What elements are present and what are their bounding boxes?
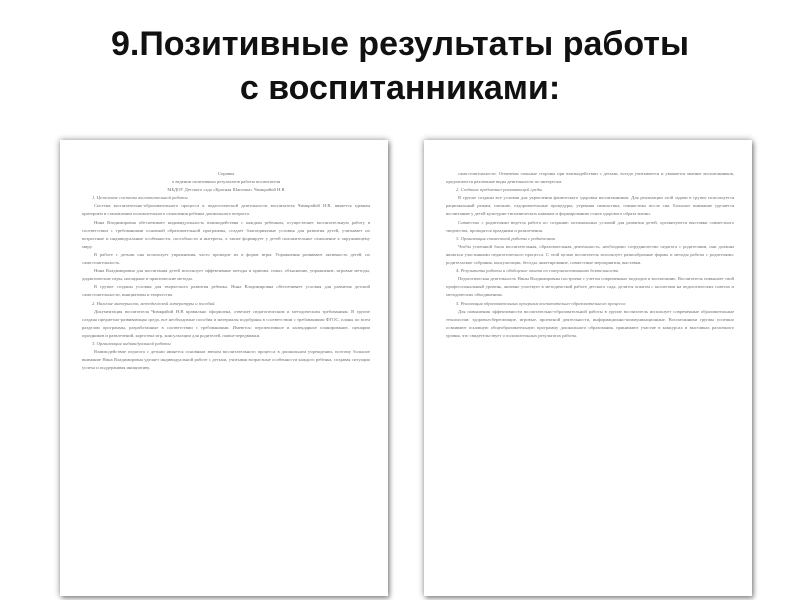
doc-heading: Справка bbox=[217, 171, 235, 176]
doc-section-heading: 4. Результаты работы и обобщение опыта по совершенствованию деятельности bbox=[456, 268, 619, 274]
doc-paragraph: Система воспитательно-образовательного процесса в педагогической деятельности воспитателя Чимкрайой Н.В. является единым критерием в становлении положительного отношения ребенка дошкольного возраста. bbox=[82, 203, 370, 217]
slide-title-line-2: с воспитанниками: bbox=[239, 69, 561, 107]
doc-section-heading: 3. Организация совместной работы с родителями bbox=[456, 235, 556, 241]
doc-subheading: МБДОУ Детского сада «Красная Шапочка» Чимкрайой Н.В bbox=[167, 187, 285, 193]
doc-paragraph: Для повышения эффективности воспитательно-образовательной работы в группе воспитатель использует современные образовательные технологии: здоровьесберегающие, игровые, проектной деятельности, информационно-коммуникационные. Воспитанники группы успешно осваивают основную общеобразовательную программу дошкольного образования, принимают участие в конкурсах и выставках различного уровня, что свидетельствует о положительных результатах работы. bbox=[446, 308, 734, 338]
document-text-right bbox=[446, 170, 734, 588]
slide-title-line-1: 9.Позитивные результаты работы bbox=[111, 25, 689, 63]
doc-section-heading: 2. Создание предметно-развивающей среды bbox=[456, 187, 543, 193]
doc-section-heading: 1. Целостное системы воспитательной работы bbox=[92, 195, 188, 201]
doc-paragraph: В группе созданы все условия для укрепления физического здоровья воспитанников. Для реализации этой задачи в группе используется рациональный режим, питание, оздоровительные процедуры, утренняя гимнастика, гимнастика после сна. Большое внимание уделяется воспитанию у детей культурно-гигиенических навыков и формированию основ здорового образа жизни. bbox=[446, 195, 734, 217]
doc-section-heading: 2. Наличие материалов, методической литературы и пособий. bbox=[92, 300, 216, 306]
doc-section-heading: 5. Реализация образовательных программ воспитательно-образовательного процесса bbox=[456, 300, 626, 306]
doc-section-heading: 3. Организация индивидуальной работы bbox=[92, 340, 171, 346]
doc-paragraph: Нина Владимировна обеспечивает индивидуальность взаимодействия с каждым ребенком, осуществляет воспитательную работу в соответствии с требованиями основной образовательной программы, создает благоприятные условия для развития детей, учитывает их возрастные и индивидуальные особенности, способности и интересы, а также формирует у детей положительное отношение к окружающему миру. bbox=[82, 219, 370, 249]
doc-paragraph: Документация воспитателя Чимкрайой Н.В правильно оформлена, отвечает педагогическим и методическим требованиям. В группе создана предметно-развивающая среда, все необходимые пособия и материалы подобраны в соответствии с требованиями ФГОС, планы по всем разделам программы, разработанные в соответствии с требованиями. Имеются: перспективное и календарное планирование, сценарии праздников и развлечений, картотека игр, консультации для родителей, папки-передвижки. bbox=[82, 308, 370, 338]
doc-paragraph: Педагогическая деятельность Нины Владимировны построена с учетом современных подходов к воспитанию. Воспитатель повышает свой профессиональный уровень, активно участвует в методической работе детского сада, делится опытом с коллегами на педагогических советах и методических объединениях. bbox=[446, 276, 734, 298]
doc-paragraph: Взаимодействие педагога с детьми является основным звеном воспитательного процесса в дошкольном учреждении, поэтому большое внимание Нина Владимировна уделяет индивидуальной работе с детьми, учитывая возрастные особенности каждого ребенка, создавая ситуации успеха и поддерживая инициативу. bbox=[82, 349, 370, 371]
document-page-left bbox=[60, 140, 388, 596]
doc-paragraph: Совместно с родителями ведется работа по созданию оптимальных условий для развития детей, организуются выставки совместного творчества, проводятся праздники и развлечения. bbox=[446, 219, 734, 233]
doc-paragraph: В работе с детьми она использует упражнения, часто проводит их в форме игры. Упражнения развивают активность детей, их самостоятельность. bbox=[82, 251, 370, 266]
doc-paragraph: самостоятельности. Отмечены сильные стороны при взаимодействии с детьми, всегда учитывается и уважается мнение воспитанников, предлагаются различные виды деятельности по интересам. bbox=[446, 171, 734, 185]
document-page-right bbox=[424, 140, 752, 596]
doc-paragraph: Чтобы успешной была воспитательная, образовательная деятельность, необходимо сотрудничество педагога с родителями, они должны являться участниками педагогического процесса. С этой целью воспитатель использует разнообразные формы и методы работы с родителями: родительские собрания, консультации, беседы, анкетирование, совместные мероприятия, выставки. bbox=[446, 243, 734, 266]
slide-title bbox=[0, 22, 800, 110]
doc-paragraph: Нина Владимировна для воспитания детей использует эффективные методы и приемы: показ, объяснение, упражнение, игровые методы, дидактические игры, наглядные и практические методы. bbox=[82, 268, 370, 282]
doc-paragraph: В группе созданы условия для творческого развития ребенка. Нина Владимировна обеспечивает условия для развития детской самостоятельности, инициативы и творчества. bbox=[82, 284, 370, 298]
document-text-left bbox=[82, 170, 370, 588]
doc-subheading: о ведении позитивных результатов работы воспитателя bbox=[171, 179, 281, 185]
